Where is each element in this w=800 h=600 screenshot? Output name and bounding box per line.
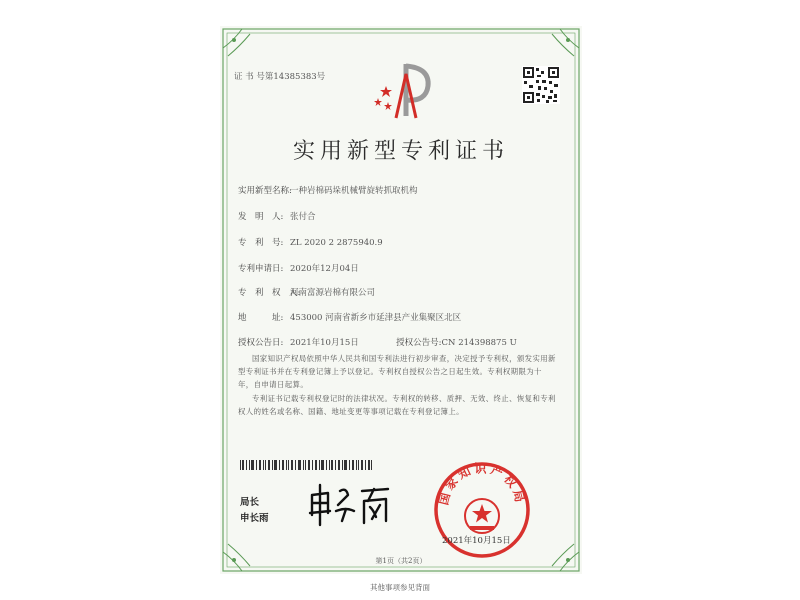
director-name: 申长雨 xyxy=(240,513,269,524)
qr-code-icon xyxy=(522,66,560,104)
field-label: 发 明 人: xyxy=(238,212,284,222)
cnipa-logo-icon xyxy=(372,60,436,120)
seal-date: 2021年10月15日 xyxy=(442,536,511,546)
field-value: 张付合 xyxy=(290,212,316,222)
grant-date-value: 2021年10月15日 xyxy=(290,338,359,348)
certificate-number: 证 书 号第14385383号 xyxy=(234,72,326,82)
field-label: 专 利 权 人: xyxy=(238,288,301,298)
field-label: 实用新型名称: xyxy=(238,186,292,196)
certificate-paragraph-2: 专利证书记载专利权登记时的法律状况。专利权的转移、质押、无效、终止、恢复和专利权人的姓名或名称、国籍、地址变更等事项记载在专利登记簿上。 xyxy=(238,394,556,416)
field-utility-model-name xyxy=(238,184,418,196)
footer-note: 其他事项参见背面 xyxy=(370,583,430,592)
grant-date-label: 授权公告日: xyxy=(238,338,284,348)
field-value: 河南富源岩棉有限公司 xyxy=(290,288,376,298)
field-value: 2020年12月04日 xyxy=(290,264,359,274)
grant-number-value: CN 214398875 U xyxy=(441,338,517,348)
field-label: 专利申请日: xyxy=(238,264,284,274)
certificate-title: 实用新型专利证书 xyxy=(292,139,509,164)
certificate-paragraph-1: 国家知识产权局依照中华人民共和国专利法进行初步审查，决定授予专利权，颁发实用新型专利证书并在专利登记簿上予以登记。专利权自授权公告之日起生效。专利权期限为十年，自申请日起算。 xyxy=(238,354,556,389)
field-patent-number xyxy=(238,236,383,248)
patent-certificate xyxy=(220,26,582,574)
field-value: 一种岩棉码垛机械臂旋转抓取机构 xyxy=(290,186,418,196)
field-label: 专 利 号: xyxy=(238,238,284,248)
director-title: 局长 xyxy=(240,497,260,508)
barcode-icon xyxy=(240,460,372,470)
grant-number-label: 授权公告号: xyxy=(396,338,442,348)
field-label: 地 址: xyxy=(238,313,284,323)
grant-info-row xyxy=(238,336,517,348)
field-application-date xyxy=(238,262,359,274)
field-inventor xyxy=(238,210,316,222)
field-address xyxy=(238,311,461,323)
page-indicator: 第1页（共2页） xyxy=(375,557,427,565)
field-value: 453000 河南省新乡市延津县产业集聚区北区 xyxy=(290,313,462,323)
field-patentee xyxy=(238,286,375,298)
svg-text:国家知识产权局: 国家知识产权局 xyxy=(436,461,528,507)
field-value: ZL 2020 2 2875940.9 xyxy=(290,238,383,248)
handwritten-signature xyxy=(306,481,392,529)
